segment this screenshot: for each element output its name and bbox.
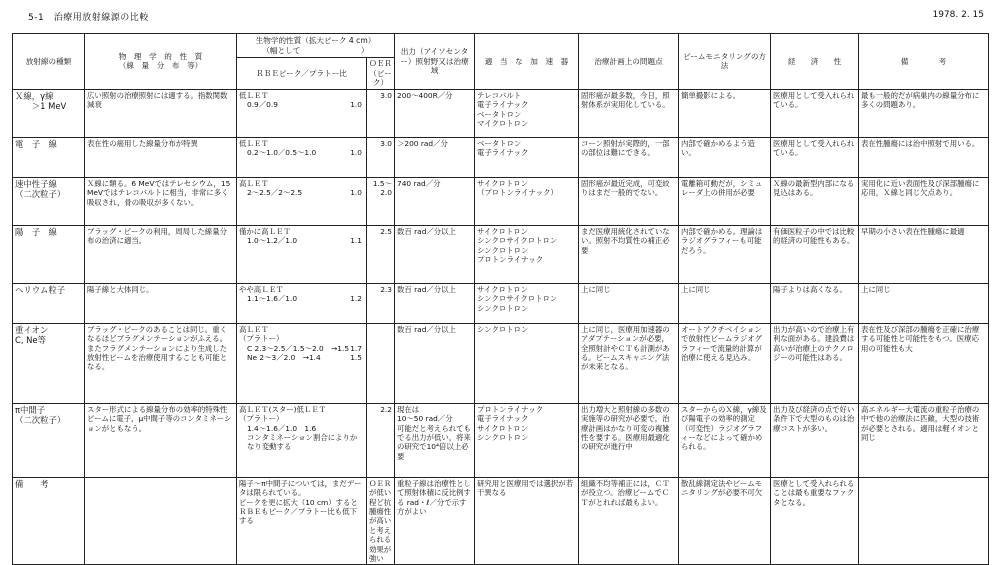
cell-physical: ブラッグ・ピークのあることは同じ。重くなるほどブラグメンテーションがふえる。またフラグメンテーションにより生成した放射性ビームを治療使用することも可能となる。: [85, 323, 237, 403]
cell-economy: 医療用として受入れられている。: [771, 137, 859, 177]
rbe-label: 高ＬＥＴ （プラトー）: [239, 324, 284, 344]
cell-problems: コーン照射が実際的，一部の部位は難にできる。: [579, 137, 679, 177]
table-row: [13, 137, 989, 177]
cell-remarks: [859, 477, 989, 565]
rbe-label: 陽子～π中間子については，まだデータは限られている。 ピークを更に拡大（10 cm）するとＲＢＥもピーク／プラトー比も低下する: [239, 478, 362, 526]
header-oer: ＯＥＲ （ピーク）: [367, 58, 395, 90]
rbe-label: 僅かに高ＬＥＴ: [239, 226, 291, 236]
rbe-value: 1.1: [350, 236, 362, 246]
cell-rbe: [237, 403, 367, 477]
accelerator-item: 電子ライナック: [477, 414, 529, 424]
cell-accelerator: [475, 323, 579, 403]
cell-oer: 3.0: [367, 137, 395, 177]
cell-type: 重イオン C, Ne等: [13, 323, 85, 403]
header-accelerator: 適 当 な 加 速 器: [475, 34, 579, 90]
cell-beam: 内部で確かめるよう造い。: [679, 137, 771, 177]
cell-beam: スターからのＸ線，γ線及び陽電子の効率的測定（可変性）ラジオグラフィーなどによって確かめられる。: [679, 403, 771, 477]
cell-remarks: 高エネルギー大電流の重粒子治療の中で他の治療法に匹敵，大型の技術が必要とされる。適用は軽イオンと同じ: [859, 403, 989, 477]
cell-rbe: [237, 177, 367, 225]
cell-remarks: 実用化に近い表面性及び深部腫瘍に応用，Ｘ線と同じ欠点あり。: [859, 177, 989, 225]
table-row: [13, 89, 989, 137]
cell-problems: 上に同じ: [579, 283, 679, 323]
rbe-ratio: 1.1～1.6／1.0: [247, 294, 298, 304]
cell-output: 数百 rad／分以上: [395, 283, 475, 323]
header-output: 出力（アイソセンター）照射野又は治療域: [395, 34, 475, 90]
cell-rbe: [237, 225, 367, 283]
cell-type: 速中性子線 （二次粒子）: [13, 177, 85, 225]
header-beam: ビームモニタリングの方法: [679, 34, 771, 90]
cell-physical: 陽子線と大体同じ。: [85, 283, 237, 323]
rbe-ratio: 2～2.5／2～2.5: [247, 188, 303, 198]
rbe-ratio: 1.4～1.6／1.0 1.6 コンタミネーション割合によりかなり変動する: [247, 423, 358, 452]
cell-economy: 医療用として受入れられている。: [771, 89, 859, 137]
header-bio: 生物学的性質（拡大ピーク 4 cm） （幅として ）: [237, 34, 395, 58]
accelerator-item: 電子ライナック: [477, 148, 529, 158]
cell-beam: 簡単撮影による。: [679, 89, 771, 137]
accelerator-item: プロトンライナック: [477, 255, 544, 264]
rbe-ratio: 0.9／0.9: [247, 100, 278, 110]
rbe-value: 1.0: [350, 148, 362, 158]
cell-accelerator: [475, 89, 579, 137]
header-economy: 経 済 性: [771, 34, 859, 90]
accelerator-item: シンクロトロン: [477, 433, 529, 442]
accelerator-item: 研究用と医療用では選択が若干異なる: [477, 478, 574, 498]
rbe-label: 低ＬＥＴ: [239, 90, 269, 100]
cell-beam: 内部で確かめる。理論はラジオグラフィーも可能だろう。: [679, 225, 771, 283]
cell-type: 陽 子 線: [13, 225, 85, 283]
accelerator-item: （プロトンライナック）: [477, 188, 558, 198]
comparison-table: [12, 33, 989, 565]
cell-type: ヘリウム粒子: [13, 283, 85, 323]
cell-rbe: [237, 89, 367, 137]
cell-oer: 2.2: [367, 403, 395, 477]
accelerator-item: マイクロトロン: [477, 119, 529, 128]
accelerator-item: ベータトロン: [477, 138, 522, 148]
cell-problems: 固形癌が最近完成，可変絞りはまだ一般的でない。: [579, 177, 679, 225]
table-row: [13, 177, 989, 225]
rbe-value: 1.0: [350, 100, 362, 110]
cell-oer: ＯＥＲが低い程ど抗腫瘍性が高いと考えられる効果が強い: [367, 477, 395, 565]
cell-problems: まだ医療用統化されていない。照射不均質性の補正必要: [579, 225, 679, 283]
cell-problems: 固形癌が最多数，今日，照射体系が実用化している。: [579, 89, 679, 137]
accelerator-item: シンクロトロン: [477, 324, 529, 334]
accelerator-item: 電子ライナック: [477, 100, 529, 110]
cell-economy: 医療として受入れられることは最も重要なファクタとなる。: [771, 477, 859, 565]
accelerator-item: シンクロサイクロトロン: [477, 294, 558, 304]
accelerator-item: シンクロサイクロトロン: [477, 236, 558, 246]
cell-physical: [85, 477, 237, 565]
header-type: 放射線の種類: [13, 34, 85, 90]
cell-accelerator: [475, 177, 579, 225]
cell-beam: 電離箱可動だが，シミュレーダ上の併用が必要: [679, 177, 771, 225]
cell-problems: 組織不均等補正には，ＣＴが役立つ。治療ビームでＣＴがとれれば最もよい。: [579, 477, 679, 565]
cell-problems: 上に同じ，医療用加速器のアダプテーションが必要，全照射計やＣＴも計測がある。ビームスキャニング法が未来となる。: [579, 323, 679, 403]
accelerator-item: シンクロトロン: [477, 303, 529, 313]
cell-type: π中間子 （二次粒子）: [13, 403, 85, 477]
table-row: [13, 225, 989, 283]
cell-economy: 出力及び経済の点で好い条件下で大型のものは治療コストが多い。: [771, 403, 859, 477]
cell-physical: スター形式による線量分布の効率的特殊性 ビームに電子，μ中間子等のコンタミネーションがともなう。: [85, 403, 237, 477]
cell-economy: Ｘ線の最新型内部になる見込はある。: [771, 177, 859, 225]
cell-output: ＞200 rad／分: [395, 137, 475, 177]
cell-output: 現在は 10～50 rad／分 可能だと考えられてもでる出力が低い，将来の研究で10⁴倍以上必要: [395, 403, 475, 477]
cell-accelerator: [475, 225, 579, 283]
cell-output: 重粒子線は治療性として照射体積に反比例する rad・ℓ／分で示す方がよい: [395, 477, 475, 565]
cell-economy: 有価医粒子の中では比較的経済の可能性もある。: [771, 225, 859, 283]
rbe-ratio: C 2.3～2.5／1.5～2.0 →1.5 Ne 2～3／2.0 →1.4: [247, 343, 350, 362]
cell-accelerator: [475, 283, 579, 323]
header-rbe: ＲＢＥピーク／プラトー比: [237, 58, 367, 90]
cell-beam: 上に同じ: [679, 283, 771, 323]
header-physical: 物 理 学 的 性 質 （線 量 分 布 等）: [85, 34, 237, 90]
document-title: 5-1 治療用放射線源の比較: [28, 13, 149, 23]
cell-accelerator: [475, 403, 579, 477]
header-remarks: 備 考: [859, 34, 989, 90]
cell-type: Ｘ線，γ線 ＞1 MeV: [13, 89, 85, 137]
accelerator-item: サイクロトロン: [477, 284, 529, 294]
cell-type: 備 考: [13, 477, 85, 565]
cell-output: 数百 rad／分以上: [395, 225, 475, 283]
cell-output: 740 rad／分: [395, 177, 475, 225]
accelerator-item: サイクロトロン: [477, 226, 529, 236]
cell-physical: 表在性の癌用した線量分布が特異: [85, 137, 237, 177]
cell-beam: 散乱線測定法やビームモニタリングが必要不可欠: [679, 477, 771, 565]
accelerator-item: シンクロトロン: [477, 245, 529, 255]
rbe-value: 1.2: [350, 294, 362, 304]
document-date: 1978. 2. 15: [932, 10, 984, 20]
cell-physical: Ｘ線に類る。6 MeVではテレセシウム，15 MeVではテレコバルトに相当，非常に多く吸収され，骨の吸収が多くない。: [85, 177, 237, 225]
rbe-label: 高ＬＥＴ: [239, 178, 269, 188]
cell-rbe: [237, 323, 367, 403]
accelerator-item: テレコバルト: [477, 90, 522, 100]
cell-oer: 3.0: [367, 89, 395, 137]
cell-physical: 広い照射の治療照射には適する。指数関数減衰: [85, 89, 237, 137]
cell-problems: 出力増大と照射線の多数の実施等の研究が必要で，治療計画はかなり可変の複雑性を要する。医療用最適化の研究が進行中: [579, 403, 679, 477]
cell-remarks: 表在性及び深部の腫瘍を正確に治療する可能性と可能性をもつ。医療応用の可能性も大: [859, 323, 989, 403]
cell-economy: 出力が高いので治療上有利な面がある。建設費は高いが治療上のテクノロジーの可能性はある。: [771, 323, 859, 403]
header-problems: 治療計画上の問題点: [579, 34, 679, 90]
cell-physical: ブラッグ・ピークの利用，周局した線量分布の治済に適当。: [85, 225, 237, 283]
accelerator-item: サイクロトロン: [477, 423, 529, 433]
accelerator-item: ベータトロン: [477, 109, 522, 119]
accelerator-item: サイクロトロン: [477, 178, 529, 188]
cell-oer: 1.5～2.0: [367, 177, 395, 225]
table-row: [13, 323, 989, 403]
rbe-label: 低ＬＥＴ: [239, 138, 269, 148]
cell-rbe: [237, 283, 367, 323]
cell-remarks: 早期の小さい表在性腫瘍に最適: [859, 225, 989, 283]
rbe-ratio: 0.2～1.0／0.5～1.0: [247, 148, 317, 158]
table-row: [13, 283, 989, 323]
cell-remarks: 表在性腫瘍には治中照射で用いる。: [859, 137, 989, 177]
rbe-label: 高ＬＥＴ(スター)低ＬＥＴ （プラトー）: [239, 404, 327, 424]
cell-economy: 陽子よりは高くなる。: [771, 283, 859, 323]
table-row: [13, 403, 989, 477]
rbe-label: やや高ＬＥＴ: [239, 284, 284, 294]
cell-oer: 2.3: [367, 283, 395, 323]
rbe-ratio: 1.0～1.2／1.0: [247, 236, 298, 246]
cell-rbe: [237, 477, 367, 565]
rbe-value: 1.0: [350, 188, 362, 198]
accelerator-item: プロトンライナック: [477, 404, 544, 414]
rbe-value: [362, 424, 364, 452]
rbe-value: 1.7 1.5: [350, 343, 362, 362]
cell-type: 電 子 線: [13, 137, 85, 177]
cell-oer: 2.5: [367, 225, 395, 283]
cell-oer: [367, 323, 395, 403]
table-row: [13, 477, 989, 565]
cell-remarks: 最も一般的だが病巣内の線量分布に多くの問題あり。: [859, 89, 989, 137]
cell-beam: オートアクチベイションで放射性ビームラジオグラフィーで流量的計算が治療に使える見込み。: [679, 323, 771, 403]
cell-remarks: 上に同じ: [859, 283, 989, 323]
cell-output: 数百 rad／分以上: [395, 323, 475, 403]
cell-accelerator: [475, 477, 579, 565]
cell-accelerator: [475, 137, 579, 177]
cell-rbe: [237, 137, 367, 177]
cell-output: 200～400R／分: [395, 89, 475, 137]
